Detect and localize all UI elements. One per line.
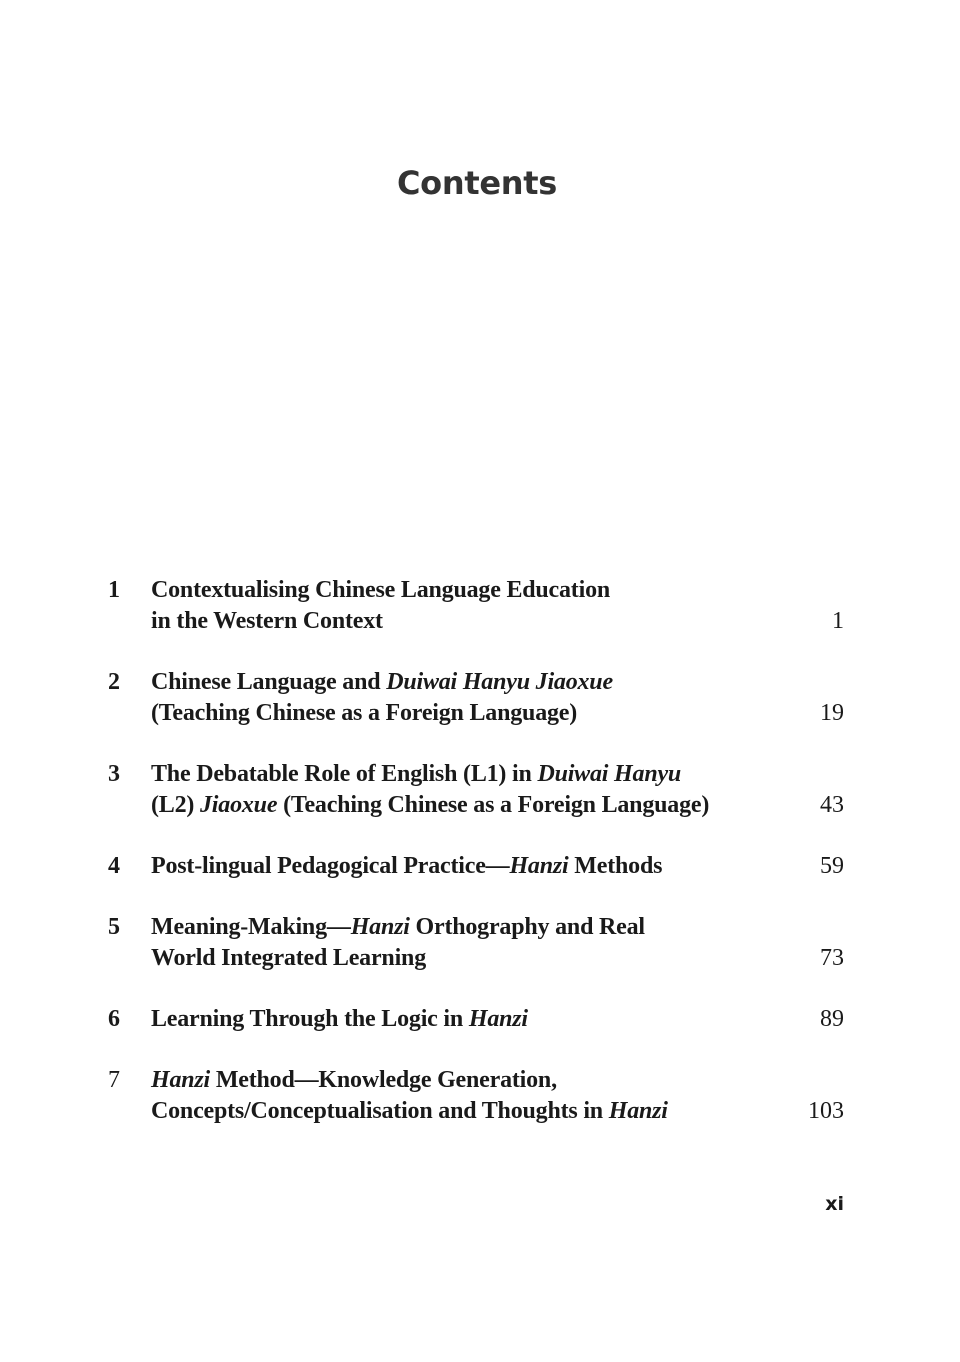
page-number: 19 [820,700,844,726]
toc-entry-6[interactable] [108,1004,844,1035]
page-folio: xi [825,1193,844,1215]
title-text: (Teaching Chinese as a Foreign Language) [277,792,710,818]
page-number: 103 [808,1098,844,1124]
title-text-italic: Hanzi [350,914,410,940]
page-title: Contents [397,164,557,203]
title-text: The Debatable Role of English (L1) in [151,761,538,787]
chapter-title[interactable] [151,667,784,729]
title-line [151,1096,784,1127]
chapter-title[interactable] [151,759,784,821]
title-text-italic: Hanzi [608,1098,668,1124]
page-number: 73 [820,945,844,971]
title-line [151,943,784,974]
chapter-number: 2 [108,669,120,695]
title-text: (Teaching Chinese as a Foreign Language) [151,700,578,726]
chapter-number: 1 [108,577,120,603]
title-line [151,851,784,882]
toc-entry-7[interactable] [108,1065,844,1127]
title-text-italic: Hanzi [509,853,569,879]
title-line [151,575,784,606]
title-text: Concepts/Conceptualisation and Thoughts in [151,1098,609,1124]
toc-entry-2[interactable] [108,667,844,729]
chapter-title[interactable] [151,575,784,637]
chapter-title[interactable] [151,1065,784,1127]
title-text: Chinese Language and [151,669,387,695]
title-text: Method—Knowledge Generation, [210,1067,557,1093]
toc-entry-3[interactable] [108,759,844,821]
title-text: Orthography and Real [409,914,645,940]
chapter-title[interactable] [151,1004,784,1035]
chapter-number: 4 [108,853,120,879]
page-number: 1 [832,608,844,634]
page-number: 43 [820,792,844,818]
title-line [151,759,784,790]
title-text: Meaning-Making— [151,914,351,940]
toc-entry-4[interactable] [108,851,844,882]
title-line [151,1004,784,1035]
title-line [151,667,784,698]
title-text-italic: Jiaoxue [200,792,278,818]
title-text: Methods [568,853,663,879]
page-number: 89 [820,1006,844,1032]
chapter-title[interactable] [151,851,784,882]
chapter-number: 5 [108,914,120,940]
title-text-italic: Hanzi [151,1067,211,1093]
title-text: Post-lingual Pedagogical Practice— [151,853,510,879]
chapter-title[interactable] [151,912,784,974]
title-text: World Integrated Learning [151,945,426,971]
chapter-number: 6 [108,1006,120,1032]
title-text-italic: Hanzi [468,1006,528,1032]
title-line [151,698,784,729]
title-text: in the Western Context [151,608,383,634]
table-of-contents [108,575,844,1157]
title-line [151,1065,784,1096]
toc-entry-5[interactable] [108,912,844,974]
chapter-number: 3 [108,761,120,787]
title-text: Contextualising Chinese Language Education [151,577,611,603]
title-text: Learning Through the Logic in [151,1006,469,1032]
title-line [151,606,784,637]
toc-entry-1[interactable] [108,575,844,637]
title-line [151,790,784,821]
title-text-italic: Duiwai Hanyu Jiaoxue [386,669,613,695]
title-text: (L2) [151,792,200,818]
title-line [151,912,784,943]
page-number: 59 [820,853,844,879]
title-text-italic: Duiwai Hanyu [537,761,682,787]
chapter-number: 7 [108,1067,120,1093]
